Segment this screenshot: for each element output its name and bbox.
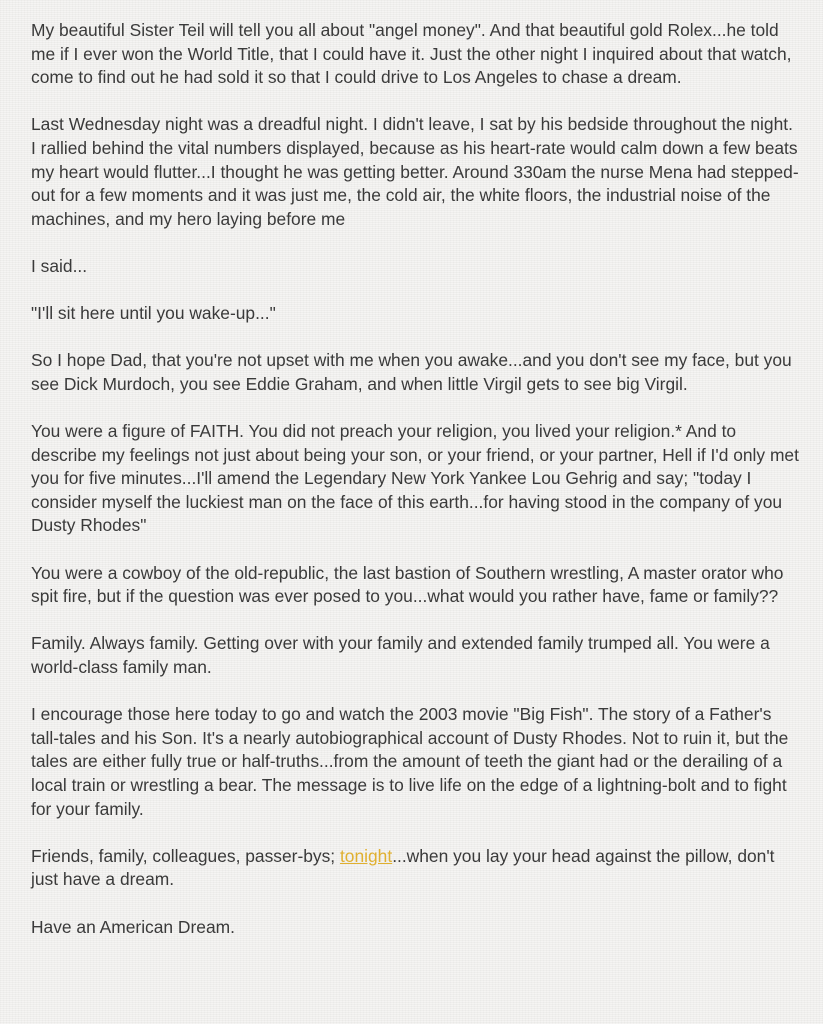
- paragraph-always-family: Family. Always family. Getting over with your family and extended family trumped all. You were a world-class family man.: [31, 633, 770, 678]
- paragraph-figure-of-faith: You were a figure of FAITH. You did not preach your religion, you lived your religion.* And to describe my feelings not just about being your son, or your friend, or your partner, Hell if I'd only met you for five minutes...I'll amend the Legendary New York Yankee Lou Gehrig and say; "today I consider myself the luckiest man on the face of this earth...for having stood in the company of you Dusty Rhodes": [31, 421, 799, 536]
- paragraph-wednesday-night: Last Wednesday night was a dreadful night. I didn't leave, I sat by his bedside throughout the night. I rallied behind the vital numbers displayed, because as his heart-rate would calm down a few beats my heart would flutter...I thought he was getting better. Around 330am the nurse Mena had stepped-out for a few moments and it was just me, the cold air, the white floors, the industrial noise of the machines, and my hero laying before me: [31, 114, 799, 229]
- tonight-link[interactable]: tonight: [339, 845, 393, 866]
- note-body: [31, 19, 801, 963]
- paragraph-hope-dad: So I hope Dad, that you're not upset with me when you awake...and you don't see my face, but you see Dick Murdoch, you see Eddie Graham, and when little Virgil gets to see big Virgil.: [31, 350, 792, 394]
- paragraph-american-dream: Have an American Dream.: [31, 916, 235, 937]
- paragraph-tonight-before: Friends, family, colleagues, passer-bys;: [31, 845, 340, 866]
- paragraph-tonight-after: ...when you lay your head against the pillow, don't just have a dream.: [31, 845, 775, 890]
- paragraph-i-said: I said...: [31, 255, 88, 276]
- paragraph-angel-money: My beautiful Sister Teil will tell you all about "angel money". And that beautiful gold Rolex...he told me if I ever won the World Title, that I could have it. Just the other night I inquired about that watch, come to find out he had sold it so that I could drive to Los Angeles to chase a dream.: [31, 20, 792, 88]
- paragraph-quote-wake-up: "I'll sit here until you wake-up...": [31, 303, 276, 324]
- paragraph-tonight: [31, 845, 801, 892]
- paragraph-big-fish: I encourage those here today to go and watch the 2003 movie "Big Fish". The story of a Father's tall-tales and his Son. It's a nearly autobiographical account of Dusty Rhodes. Not to ruin it, but the tales are either fully true or half-truths...from the amount of teeth the giant had or the derailing of a local train or wrestling a bear. The message is to live life on the edge of a lightning-bolt and to fight for your family.: [31, 704, 789, 819]
- paragraph-cowboy: You were a cowboy of the old-republic, the last bastion of Southern wrestling, A master orator who spit fire, but if the question was ever posed to you...what would you rather have, fame or family??: [31, 562, 784, 607]
